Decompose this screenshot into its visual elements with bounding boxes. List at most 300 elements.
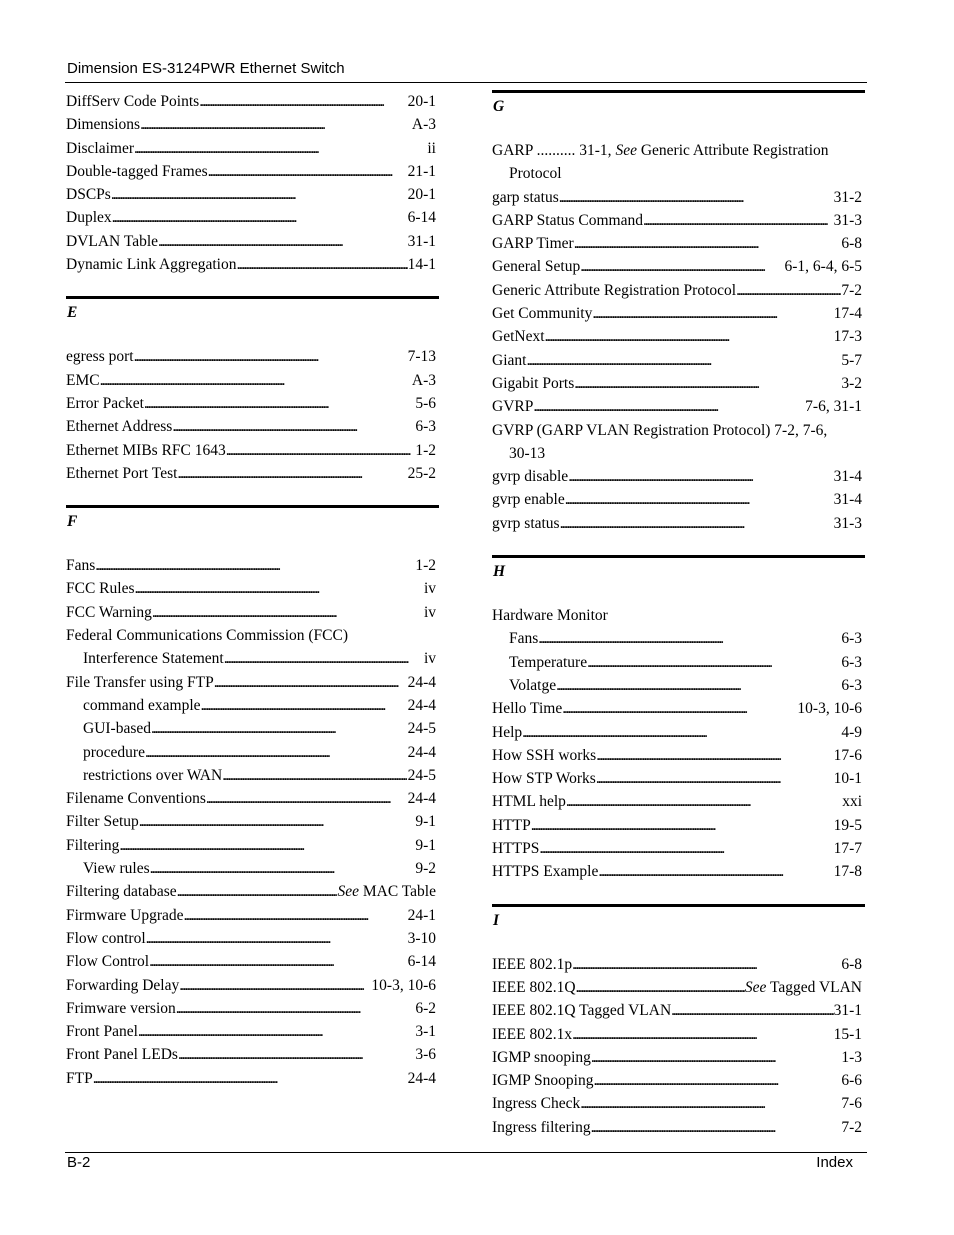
index-term: Filtering	[66, 836, 120, 854]
index-pages: 31-4	[833, 491, 862, 509]
index-entry	[66, 113, 439, 136]
dot-leader	[100, 369, 412, 392]
index-entry	[66, 392, 439, 415]
dot-leader	[643, 209, 834, 232]
index-term: Firmware Upgrade	[66, 906, 184, 924]
index-term: IGMP snooping	[492, 1048, 591, 1066]
index-pages: 17-3	[833, 328, 862, 346]
index-entry-filtering-database	[66, 880, 439, 903]
hw-subs	[492, 627, 865, 697]
index-term: Interference Statement	[83, 650, 224, 668]
dot-leader	[526, 349, 841, 372]
index-subentry	[66, 694, 439, 717]
footer-section-name: Index	[816, 1154, 853, 1171]
index-pages: 6-3	[415, 418, 436, 436]
index-pages: 4-9	[841, 723, 862, 741]
dot-leader	[206, 787, 408, 810]
g-entries-a	[492, 186, 865, 419]
index-pages: 10-3, 10-6	[797, 700, 862, 718]
dot-leader	[593, 1069, 841, 1092]
dot-leader	[580, 1092, 841, 1115]
dot-leader	[172, 415, 415, 438]
index-term: Fans	[509, 630, 539, 648]
dot-leader	[568, 465, 833, 488]
index-entry	[492, 697, 865, 720]
index-pages: 6-14	[407, 209, 436, 227]
index-entry	[66, 439, 439, 462]
header-rule	[65, 82, 867, 83]
index-pages: 3-2	[841, 374, 862, 392]
dot-leader	[572, 1023, 834, 1046]
index-term: GetNext	[492, 328, 545, 346]
index-term: Error Packet	[66, 394, 144, 412]
dot-leader	[112, 206, 408, 229]
index-term: GARP Timer	[492, 235, 574, 253]
d-entries	[66, 90, 439, 276]
index-term: Temperature	[509, 653, 588, 671]
index-pages: xxi	[842, 793, 862, 811]
dot-leader	[562, 697, 797, 720]
dot-leader	[149, 950, 407, 973]
index-term: DVLAN Table	[66, 232, 159, 250]
dot-leader	[592, 302, 833, 325]
index-term: command example	[83, 696, 201, 714]
index-entry	[492, 349, 865, 372]
index-term: Front Panel	[66, 1023, 138, 1041]
index-pages: 9-2	[415, 860, 436, 878]
index-pages: 20-1	[407, 186, 436, 204]
index-term: GUI-based	[83, 720, 152, 738]
index-column-right	[492, 90, 865, 1139]
index-pages: 9-1	[415, 813, 436, 831]
index-term: DSCPs	[66, 186, 111, 204]
index-subentry	[66, 857, 439, 880]
index-entry	[66, 415, 439, 438]
index-entry	[66, 671, 439, 694]
index-entry	[66, 345, 439, 368]
index-entry	[66, 183, 439, 206]
dot-leader	[556, 674, 841, 697]
index-pages: 6-8	[841, 955, 862, 973]
section-heading-f: F	[66, 505, 439, 536]
dot-leader	[591, 1046, 841, 1069]
index-term: IEEE 802.1p	[492, 955, 573, 973]
index-term: Dimensions	[66, 116, 141, 134]
index-pages: 17-4	[833, 305, 862, 323]
dot-leader	[144, 392, 415, 415]
index-entry-garp-cont: Protocol	[509, 165, 562, 183]
index-pages: 6-14	[407, 953, 436, 971]
index-pages: iv	[423, 650, 436, 668]
index-entry	[66, 974, 439, 997]
index-term: HTTPS	[492, 840, 540, 858]
dot-leader	[539, 837, 833, 860]
index-entry	[492, 488, 865, 511]
index-entry-gvrp-long: GVRP (GARP VLAN Registration Protocol) 7-2, 7-6,	[492, 421, 828, 439]
dot-leader	[134, 345, 408, 368]
index-pages: 31-1	[833, 1002, 862, 1020]
index-pages: 31-3	[833, 211, 862, 229]
index-entry	[492, 814, 865, 837]
index-entry	[492, 1069, 865, 1092]
dot-leader	[736, 279, 841, 302]
dot-leader	[146, 927, 408, 950]
index-pages: 25-2	[407, 464, 436, 482]
dot-leader	[95, 554, 415, 577]
index-term: View rules	[83, 860, 150, 878]
dot-leader	[587, 651, 841, 674]
index-entry	[66, 137, 439, 160]
index-term: HTTPS Example	[492, 863, 599, 881]
dot-leader	[598, 860, 833, 883]
index-pages: 24-4	[407, 1069, 436, 1087]
index-subentry	[66, 764, 439, 787]
index-entry	[66, 810, 439, 833]
dot-leader	[224, 647, 424, 670]
index-entry	[66, 997, 439, 1020]
index-term: FCC Rules	[66, 580, 135, 598]
index-pages: 24-5	[407, 720, 436, 738]
dot-leader	[580, 255, 784, 278]
page-number: B-2	[67, 1154, 91, 1171]
index-pages: ii	[427, 139, 436, 157]
dot-leader	[151, 717, 408, 740]
index-pages: 7-13	[407, 348, 436, 366]
dot-leader	[150, 857, 416, 880]
index-entry	[66, 904, 439, 927]
index-term: Front Panel LEDs	[66, 1046, 178, 1064]
index-pages: iv	[423, 580, 436, 598]
index-term: Disclaimer	[66, 139, 135, 157]
index-term: IEEE 802.1x	[492, 1025, 573, 1043]
ftp-subs	[66, 694, 439, 787]
index-term: Ethernet Address	[66, 418, 173, 436]
f-entries-c	[66, 904, 439, 1090]
index-term: GARP Status Command	[492, 211, 643, 229]
fcc-sub	[66, 647, 439, 670]
index-pages: 10-1	[833, 770, 862, 788]
index-entry-hardware-monitor: Hardware Monitor	[492, 607, 608, 625]
index-entry	[492, 767, 865, 790]
index-entry	[492, 325, 865, 348]
index-pages: 20-1	[407, 93, 436, 110]
dot-leader	[574, 372, 841, 395]
dot-leader	[236, 253, 407, 276]
index-term: Volatge	[509, 676, 557, 694]
index-entry	[66, 253, 439, 276]
index-pages: 6-1, 6-4, 6-5	[784, 258, 862, 276]
dot-leader	[199, 90, 407, 113]
index-pages: 6-3	[841, 653, 862, 671]
index-term: Duplex	[66, 209, 112, 227]
index-entry	[66, 577, 439, 600]
index-entry	[66, 834, 439, 857]
dot-leader	[222, 764, 407, 787]
dot-leader	[559, 186, 834, 209]
page-header-title: Dimension ES-3124PWR Ethernet Switch	[67, 60, 345, 77]
index-term: Dynamic Link Aggregation	[66, 256, 237, 274]
index-pages: 3-6	[415, 1046, 436, 1064]
h-entries	[492, 697, 865, 883]
index-term: Flow control	[66, 929, 146, 947]
dot-leader	[538, 627, 841, 650]
index-pages: 6-8	[841, 235, 862, 253]
index-term: How STP Works	[492, 770, 596, 788]
dot-leader	[533, 395, 805, 418]
index-term: DiffServ Code Points	[66, 93, 200, 110]
index-term: General Setup	[492, 258, 581, 276]
index-entry-gvrp-long-cont: 30-13	[509, 444, 546, 462]
dot-leader	[566, 790, 842, 813]
index-subentry	[492, 651, 865, 674]
index-pages: 31-3	[833, 514, 862, 532]
index-pages: 10-3, 10-6	[371, 976, 436, 994]
index-pages: 24-1	[407, 906, 436, 924]
dot-leader	[226, 439, 416, 462]
index-term: Ethernet MIBs RFC 1643	[66, 441, 226, 459]
index-term: Ingress filtering	[492, 1118, 591, 1136]
dot-leader	[574, 232, 842, 255]
index-term: HTML help	[492, 793, 566, 811]
index-pages: 24-5	[407, 766, 436, 784]
index-term: restrictions over WAN	[83, 766, 223, 784]
dot-leader	[184, 904, 408, 927]
index-entry-garp: GARP .......... 31-1, See Generic Attribute Registration	[492, 142, 829, 159]
f-entries-a	[66, 554, 439, 624]
dot-leader	[576, 976, 745, 999]
index-term: egress port	[66, 348, 134, 366]
index-entry	[66, 160, 439, 183]
index-pages: 1-2	[415, 557, 436, 575]
dot-leader	[671, 999, 833, 1022]
index-pages: 1-2	[415, 441, 436, 459]
index-pages: 9-1	[415, 836, 436, 854]
dot-leader	[531, 814, 834, 837]
index-entry	[492, 465, 865, 488]
index-term: Help	[492, 723, 523, 741]
index-pages: 31-2	[833, 188, 862, 206]
index-pages: 17-6	[833, 746, 862, 764]
index-term: Frimware version	[66, 999, 176, 1017]
e-entries	[66, 345, 439, 485]
index-entry-ieee-8021q	[492, 976, 865, 999]
footer-rule	[65, 1152, 867, 1153]
index-term: HTTP	[492, 816, 531, 834]
index-term: Flow Control	[66, 953, 150, 971]
index-pages: 24-4	[407, 743, 436, 761]
index-subentry	[66, 741, 439, 764]
index-entry	[66, 1043, 439, 1066]
index-term: procedure	[83, 743, 145, 761]
index-entry	[492, 1116, 865, 1139]
dot-leader	[214, 671, 408, 694]
section-heading-e: E	[66, 296, 439, 327]
dot-leader	[158, 230, 408, 253]
dot-leader	[134, 137, 427, 160]
index-pages: 3-10	[407, 929, 436, 947]
index-term: Forwarding Delay	[66, 976, 180, 994]
index-column-left	[66, 90, 439, 1090]
index-pages: 17-8	[833, 863, 862, 881]
index-entry	[66, 369, 439, 392]
view-rules	[66, 857, 439, 880]
index-entry	[492, 395, 865, 418]
section-heading-i: I	[492, 904, 865, 935]
index-entry	[66, 554, 439, 577]
dot-leader	[140, 113, 412, 136]
index-pages: 7-2	[841, 281, 862, 299]
section-heading-g: G	[492, 90, 865, 121]
index-entry	[492, 953, 865, 976]
index-entry	[66, 950, 439, 973]
index-entry	[492, 302, 865, 325]
dot-leader	[545, 325, 834, 348]
index-pages: A-3	[411, 371, 436, 389]
index-entry-fcc: Federal Communications Commission (FCC)	[66, 627, 349, 645]
dot-leader	[201, 694, 408, 717]
index-entry	[492, 372, 865, 395]
index-pages: 24-4	[407, 673, 436, 691]
i-entry-first	[492, 953, 865, 976]
index-pages: 6-3	[841, 630, 862, 648]
index-pages: 19-5	[833, 816, 862, 834]
dot-leader	[178, 1043, 415, 1066]
dot-leader	[177, 880, 338, 903]
dot-leader	[93, 1067, 408, 1090]
index-subentry	[66, 647, 439, 670]
index-entry	[66, 90, 439, 113]
i-entries	[492, 999, 865, 1139]
dot-leader	[134, 577, 423, 600]
index-pages: 24-4	[407, 790, 436, 808]
index-term: File Transfer using FTP	[66, 673, 214, 691]
index-pages: 7-6	[841, 1095, 862, 1113]
dot-leader	[177, 462, 407, 485]
section-heading-h: H	[492, 555, 865, 586]
dot-leader	[572, 953, 841, 976]
index-term: Filter Setup	[66, 813, 139, 831]
dot-leader	[596, 744, 833, 767]
index-term: IEEE 802.1Q Tagged VLAN	[492, 1002, 672, 1020]
dot-leader	[565, 488, 834, 511]
f-entries-b	[66, 787, 439, 857]
index-entry	[492, 255, 865, 278]
dot-leader	[145, 741, 408, 764]
index-entry	[492, 744, 865, 767]
index-entry	[66, 1067, 439, 1090]
index-entry	[66, 206, 439, 229]
index-entry	[492, 1092, 865, 1115]
index-term: Double-tagged Frames	[66, 162, 208, 180]
index-entry	[492, 1046, 865, 1069]
index-entry	[492, 860, 865, 883]
g-entries-b	[492, 465, 865, 535]
index-pages: 1-3	[841, 1048, 862, 1066]
index-term: Ingress Check	[492, 1095, 581, 1113]
index-term: Filename Conventions	[66, 790, 206, 808]
index-term: Generic Attribute Registration Protocol	[492, 281, 737, 299]
index-see-ref: See MAC Table	[337, 883, 436, 901]
index-subentry	[492, 674, 865, 697]
index-term: garp status	[492, 188, 559, 206]
dot-leader	[152, 601, 424, 624]
index-entry	[66, 462, 439, 485]
index-term: How SSH works	[492, 746, 597, 764]
index-pages: A-3	[411, 116, 436, 134]
dot-leader	[591, 1116, 842, 1139]
index-pages: 5-6	[415, 394, 436, 412]
index-term: Get Community	[492, 305, 593, 323]
index-term: gvrp disable	[492, 468, 569, 486]
index-term: Gigabit Ports	[492, 374, 575, 392]
index-pages: 31-4	[833, 468, 862, 486]
ftp-main	[66, 671, 439, 694]
dot-leader	[138, 1020, 415, 1043]
index-pages: 31-1	[407, 232, 436, 250]
index-entry	[66, 230, 439, 253]
index-pages: 14-1	[407, 256, 436, 274]
index-subentry	[492, 627, 865, 650]
index-entry	[492, 790, 865, 813]
index-pages: 6-3	[841, 676, 862, 694]
index-entry	[492, 279, 865, 302]
index-subentry	[66, 717, 439, 740]
index-pages: 21-1	[407, 162, 436, 180]
index-pages: 6-2	[415, 999, 436, 1017]
dot-leader	[111, 183, 408, 206]
index-term: Filtering database	[66, 883, 177, 901]
index-pages: 15-1	[833, 1025, 862, 1043]
index-entry	[492, 837, 865, 860]
dot-leader	[522, 721, 841, 744]
index-term: Ethernet Port Test	[66, 464, 178, 482]
dot-leader	[596, 767, 834, 790]
index-term: gvrp status	[492, 514, 560, 532]
dot-leader	[139, 810, 416, 833]
index-entry	[492, 512, 865, 535]
dot-leader	[119, 834, 415, 857]
index-pages: 24-4	[407, 696, 436, 714]
index-pages: 5-7	[841, 351, 862, 369]
dot-leader	[560, 512, 834, 535]
index-pages: iv	[423, 603, 436, 621]
index-entry	[492, 209, 865, 232]
dot-leader	[208, 160, 408, 183]
index-term: FTP	[66, 1069, 93, 1087]
index-entry	[66, 601, 439, 624]
index-term: FCC Warning	[66, 603, 152, 621]
index-entry	[492, 1023, 865, 1046]
index-term: Hello Time	[492, 700, 563, 718]
index-term: Giant	[492, 351, 527, 369]
index-entry	[66, 1020, 439, 1043]
index-term: GVRP	[492, 398, 534, 416]
index-pages: 3-1	[415, 1023, 436, 1041]
index-pages: 6-6	[841, 1072, 862, 1090]
index-entry	[492, 186, 865, 209]
index-term: EMC	[66, 371, 100, 389]
index-see-ref: See Tagged VLAN	[744, 978, 862, 996]
index-entry	[492, 999, 865, 1022]
index-pages: 17-7	[833, 840, 862, 858]
index-entry	[66, 927, 439, 950]
index-term: Fans	[66, 557, 96, 575]
index-term: gvrp enable	[492, 491, 565, 509]
index-entry	[492, 232, 865, 255]
index-pages: 7-6, 31-1	[805, 398, 862, 416]
index-entry	[492, 721, 865, 744]
index-term: IGMP Snooping	[492, 1072, 594, 1090]
